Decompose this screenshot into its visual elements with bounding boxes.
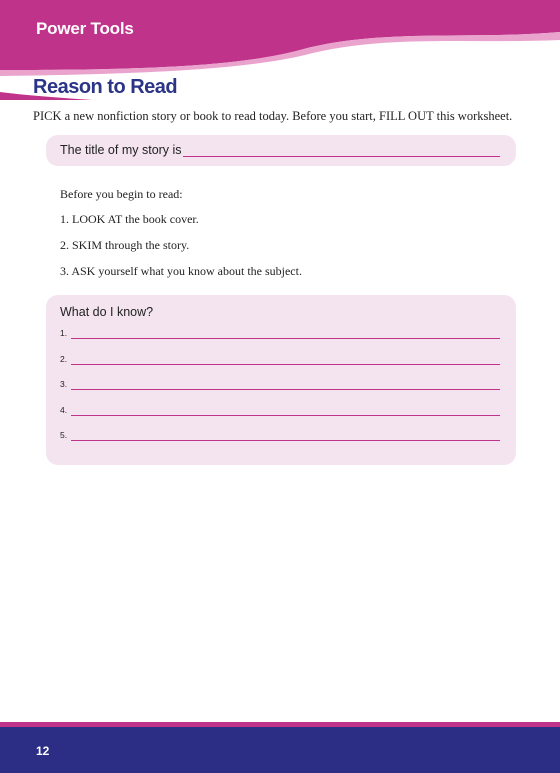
know-row-line[interactable] — [71, 364, 500, 365]
know-row-number: 5. — [60, 430, 68, 440]
know-row-line[interactable] — [71, 440, 500, 441]
know-row-line[interactable] — [71, 415, 500, 416]
what-do-i-know-box — [46, 295, 516, 465]
know-row — [60, 430, 500, 456]
know-row — [60, 405, 500, 431]
header-title: Power Tools — [36, 19, 134, 38]
know-row-line[interactable] — [71, 338, 500, 339]
story-title-box — [46, 135, 516, 166]
step-item: 1. LOOK AT the book cover. — [60, 212, 199, 226]
story-title-line[interactable] — [183, 156, 500, 157]
story-title-label: The title of my story is — [60, 143, 182, 157]
step-item: 3. ASK yourself what you know about the subject. — [60, 264, 302, 278]
know-row-number: 4. — [60, 404, 68, 415]
know-row-number: 2. — [60, 353, 68, 364]
know-row — [60, 328, 500, 354]
know-row — [60, 354, 500, 380]
section-title: Reason to Read — [33, 76, 178, 98]
what-do-i-know-heading: What do I know? — [60, 305, 154, 319]
know-row-number: 3. — [60, 379, 68, 389]
footer-bar — [0, 727, 560, 773]
know-row-number: 1. — [60, 328, 68, 338]
know-row — [60, 379, 500, 405]
page-number: 12 — [36, 744, 50, 758]
know-rows — [60, 328, 500, 456]
before-label: Before you begin to read: — [60, 187, 183, 201]
know-row-line[interactable] — [71, 389, 500, 390]
intro-text: PICK a new nonfiction story or book to read today. Before you start, FILL OUT this worksheet. — [33, 109, 513, 123]
steps-list — [60, 212, 302, 290]
step-item: 2. SKIM through the story. — [60, 238, 190, 252]
